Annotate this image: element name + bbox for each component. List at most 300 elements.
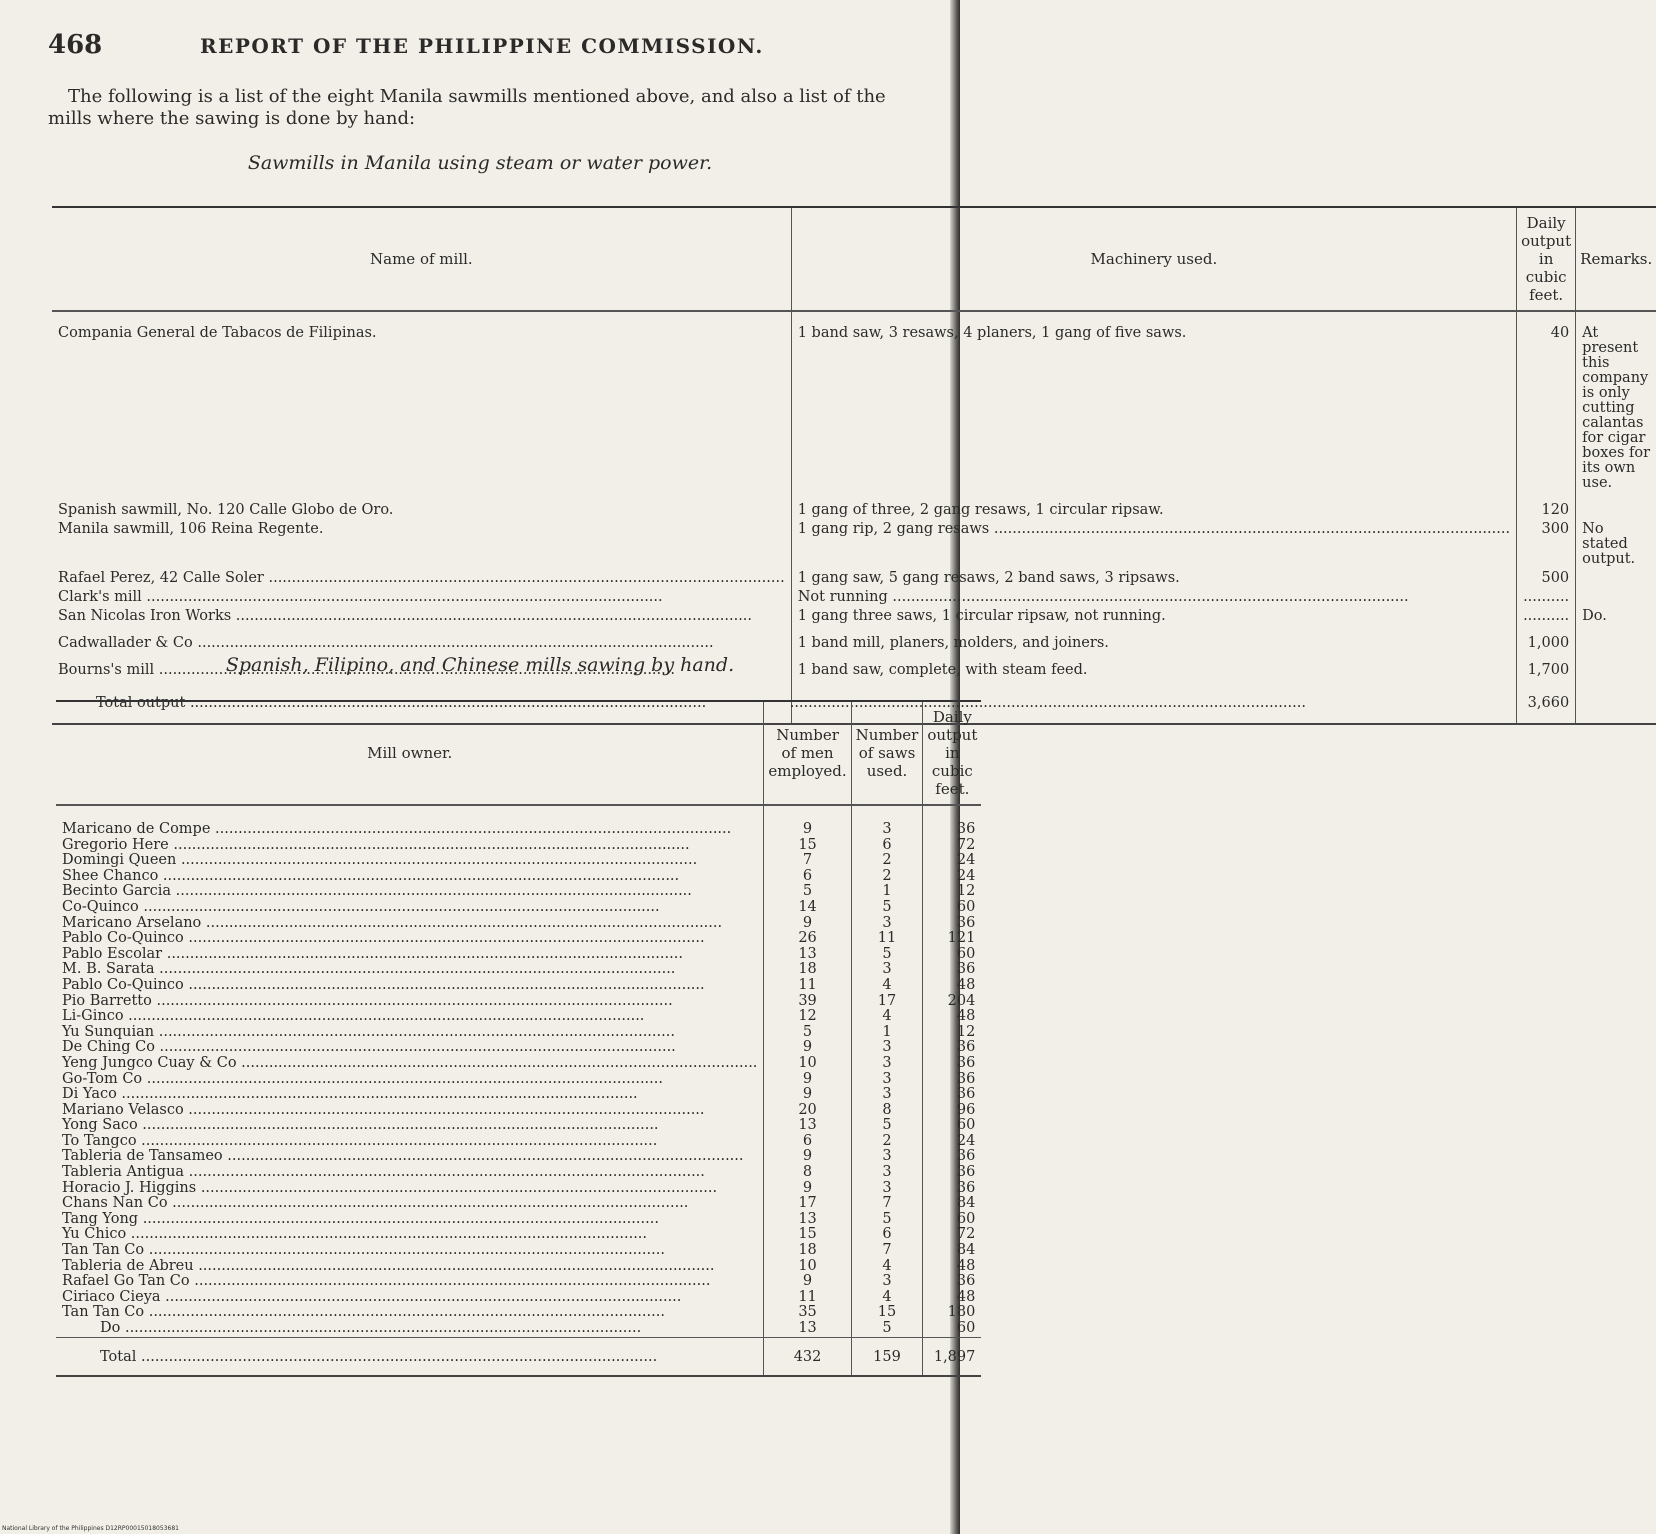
daily-output-text: 60: [956, 1210, 976, 1227]
saws-used: [851, 994, 923, 1010]
table-row: [52, 588, 1656, 607]
mill-owner-text: Ciriaco Cieya .....: [62, 1290, 757, 1306]
men-employed: [764, 1072, 851, 1088]
saws-used-text: 17: [877, 992, 897, 1009]
mill-name-text: Rafael Perez, 42 Calle Soler .....: [58, 571, 785, 586]
daily-output: [1517, 588, 1576, 607]
daily-output: [923, 805, 982, 838]
hand-sawing-mills-table: [56, 700, 981, 1377]
men-employed-text: 9: [802, 1179, 813, 1196]
men-employed-text: 26: [798, 930, 817, 947]
saws-used: [851, 1196, 923, 1212]
col-name-header: Name of mill.: [52, 207, 791, 311]
table-row: [56, 931, 981, 947]
mill-owner: [56, 1305, 764, 1321]
table-row: [56, 994, 981, 1010]
table-row: [56, 962, 981, 978]
remarks: [1576, 520, 1656, 569]
page-number: 468: [48, 30, 103, 60]
saws-used: [851, 900, 923, 916]
daily-output: [923, 1227, 982, 1243]
daily-output: [923, 962, 982, 978]
mill-owner-text: Maricano de Compe .....: [62, 822, 757, 838]
saws-used-text: 4: [882, 1008, 892, 1025]
machinery-used-text: 1 gang of three, 2 gang resaws, 1 circular ripsaw.: [797, 502, 1164, 518]
saws-used: [851, 853, 923, 869]
table-row: [56, 805, 981, 838]
saws-used: [851, 916, 923, 932]
saws-used-text: 5: [882, 1320, 892, 1336]
daily-output-text: 96: [956, 1101, 976, 1118]
saws-used: [851, 838, 923, 854]
mill-owner-text: Gregorio Here .....: [62, 838, 757, 854]
daily-output: [923, 1243, 982, 1259]
daily-output-text: ..........: [1523, 608, 1570, 624]
daily-output-text: 36: [956, 1148, 976, 1165]
men-employed-text: 9: [802, 1148, 813, 1165]
table-row: [56, 1181, 981, 1197]
saws-used: [851, 931, 923, 947]
men-employed-text: 14: [798, 898, 817, 915]
men-employed-text: 13: [798, 1210, 817, 1227]
men-employed: [764, 1134, 851, 1150]
table-row: [56, 1072, 981, 1088]
mill-owner-text: Tan Tan Co .....: [62, 1243, 757, 1259]
saws-used-text: 6: [882, 1226, 892, 1243]
mill-name-text: Manila sawmill, 106 Reina Regente.: [58, 521, 324, 537]
men-employed: [764, 1056, 851, 1072]
table-row: [56, 1290, 981, 1306]
table-row: [56, 1196, 981, 1212]
steam-sawmills-table: [52, 206, 1656, 725]
mill-owner: [56, 1274, 764, 1290]
saws-used-text: 4: [882, 1288, 892, 1305]
remarks: [1576, 569, 1656, 588]
men-employed: [764, 1118, 851, 1134]
daily-output: [923, 1212, 982, 1228]
saws-used-text: 3: [882, 1054, 892, 1071]
machinery-used: [791, 520, 1516, 569]
library-footer: National Library of the Philippines D12RP00015018053681: [2, 1525, 179, 1532]
daily-output-text: 1,700: [1527, 662, 1570, 678]
mill-owner: [56, 931, 764, 947]
men-employed: [764, 1087, 851, 1103]
machinery-used-text: 1 band saw, 3 resaws, 4 planers, 1 gang of five saws.: [797, 325, 1187, 341]
mill-owner: [56, 1212, 764, 1228]
saws-used: [851, 884, 923, 900]
men-employed-text: 20: [798, 1101, 817, 1118]
daily-output-text: 72: [956, 1226, 976, 1243]
men-employed: [764, 1149, 851, 1165]
daily-output: [923, 1087, 982, 1103]
machinery-used-text: 1 gang saw, 5 gang resaws, 2 band saws, 3 ripsaws.: [797, 570, 1180, 586]
daily-output-text: 36: [956, 1164, 976, 1181]
total-saws-text: 159: [873, 1348, 901, 1365]
men-employed: [764, 900, 851, 916]
table-row: [56, 1274, 981, 1290]
machinery-used: [791, 569, 1516, 588]
mill-name-text: Spanish sawmill, No. 120 Calle Globo de Oro.: [58, 502, 394, 518]
table-row: [56, 900, 981, 916]
men-employed: [764, 869, 851, 885]
table-row: [56, 1103, 981, 1119]
daily-output-text: 60: [956, 898, 976, 915]
daily-output-text: 84: [956, 1242, 976, 1259]
daily-output: [923, 1196, 982, 1212]
mill-owner: [56, 1087, 764, 1103]
mill-owner: [56, 853, 764, 869]
daily-output: [923, 1103, 982, 1119]
table-row: [56, 853, 981, 869]
remarks-text: Do.: [1582, 608, 1607, 624]
mill-owner: [56, 805, 764, 838]
mill-owner: [56, 1227, 764, 1243]
daily-output-text: 60: [956, 945, 976, 962]
men-employed-text: 9: [802, 1039, 813, 1056]
table2-total-row: [56, 1337, 981, 1376]
mill-owner: [56, 1025, 764, 1041]
men-employed: [764, 931, 851, 947]
saws-used: [851, 1056, 923, 1072]
men-employed-text: 13: [798, 1320, 817, 1336]
daily-output-text: 36: [956, 1179, 976, 1196]
men-employed: [764, 1212, 851, 1228]
remarks: [1576, 607, 1656, 626]
daily-output: [1517, 569, 1576, 588]
table-row: [52, 493, 1656, 520]
saws-used: [851, 869, 923, 885]
men-employed-text: 5: [802, 1023, 813, 1040]
daily-output: [923, 1165, 982, 1181]
mill-name-text: San Nicolas Iron Works .....: [58, 609, 785, 624]
table-row: [52, 520, 1656, 569]
saws-used: [851, 1040, 923, 1056]
col-saws-header: Number of saws used.: [851, 701, 923, 805]
saws-used-text: 5: [882, 1117, 892, 1134]
mill-name: [52, 311, 791, 493]
daily-output: [923, 1149, 982, 1165]
men-employed-text: 9: [802, 821, 813, 837]
table-row: [52, 626, 1656, 653]
daily-output-text: 12: [956, 883, 976, 900]
mill-owner-text: Chans Nan Co .....: [62, 1196, 757, 1212]
mill-owner-text: Pablo Co-Quinco .....: [62, 978, 757, 994]
men-employed: [764, 884, 851, 900]
men-employed-text: 8: [802, 1164, 813, 1181]
daily-output: [923, 869, 982, 885]
saws-used: [851, 1165, 923, 1181]
mill-name: [52, 569, 791, 588]
mill-owner: [56, 1181, 764, 1197]
table1-header-row: [52, 207, 1656, 311]
machinery-used: [791, 311, 1516, 493]
men-employed: [764, 853, 851, 869]
saws-used-text: 3: [882, 1039, 892, 1056]
men-employed-text: 10: [798, 1257, 817, 1274]
table-row: [56, 838, 981, 854]
table-row: [56, 1227, 981, 1243]
men-employed-text: 7: [802, 852, 813, 869]
daily-output: [923, 1274, 982, 1290]
saws-used-text: 3: [882, 1070, 892, 1087]
machinery-used: [791, 626, 1516, 653]
men-employed: [764, 947, 851, 963]
daily-output-text: 36: [956, 1086, 976, 1103]
saws-used: [851, 947, 923, 963]
saws-used-text: 2: [882, 852, 892, 869]
total-output: [923, 1337, 982, 1376]
saws-used-text: 8: [882, 1101, 892, 1118]
men-employed: [764, 1181, 851, 1197]
men-employed: [764, 1103, 851, 1119]
men-employed: [764, 1196, 851, 1212]
table1-caption: Sawmills in Manila using steam or water power.: [247, 152, 713, 174]
mill-owner-text: Pablo Escolar .....: [62, 947, 757, 963]
daily-output-text: 12: [956, 1023, 976, 1040]
table-row: [56, 1259, 981, 1275]
mill-owner: [56, 869, 764, 885]
table-row: [56, 947, 981, 963]
table-row: [52, 607, 1656, 626]
mill-name: [52, 607, 791, 626]
mill-owner-text: Di Yaco .....: [62, 1087, 757, 1103]
table-row: [56, 1321, 981, 1337]
saws-used: [851, 1009, 923, 1025]
saws-used-text: 3: [882, 1086, 892, 1103]
men-employed-text: 11: [798, 976, 817, 993]
mill-owner: [56, 1040, 764, 1056]
mill-owner-text: Pablo Co-Quinco .....: [62, 931, 757, 947]
daily-output-text: 300: [1541, 521, 1570, 537]
daily-output-text: 60: [956, 1320, 976, 1336]
men-employed-text: 35: [798, 1304, 817, 1321]
men-employed: [764, 1274, 851, 1290]
table2-header-row: [56, 701, 981, 805]
saws-used-text: 3: [882, 1179, 892, 1196]
saws-used-text: 3: [882, 961, 892, 978]
saws-used: [851, 1212, 923, 1228]
daily-output-text: 36: [956, 1039, 976, 1056]
saws-used: [851, 1181, 923, 1197]
total-remarks-blank: [1576, 680, 1656, 724]
mill-owner-text: Tableria de Abreu .....: [62, 1259, 757, 1275]
daily-output-text: 84: [956, 1195, 976, 1212]
col-men-header: Number of men employed.: [764, 701, 851, 805]
daily-output: [1517, 626, 1576, 653]
mill-owner-text: Tableria de Tansameo .....: [62, 1149, 757, 1165]
daily-output: [923, 1290, 982, 1306]
saws-used-text: 15: [877, 1304, 897, 1321]
saws-used-text: 5: [882, 945, 892, 962]
daily-output: [1517, 653, 1576, 680]
men-employed: [764, 916, 851, 932]
saws-used: [851, 1227, 923, 1243]
daily-output: [923, 1259, 982, 1275]
daily-output-text: 120: [1541, 502, 1570, 518]
daily-output-text: 204: [947, 992, 976, 1009]
mill-owner-text: To Tangco .....: [62, 1134, 757, 1150]
daily-output: [923, 1056, 982, 1072]
mill-owner: [56, 900, 764, 916]
remarks-text: At present this company is only cutting calantas for cigar boxes for its own use.: [1582, 325, 1651, 491]
mill-owner: [56, 994, 764, 1010]
mill-owner-text: Li-Ginco .....: [62, 1009, 757, 1025]
table-row: [56, 1009, 981, 1025]
daily-output-text: 72: [956, 836, 976, 853]
daily-output-text: 500: [1541, 570, 1570, 586]
mill-owner-text: Tan Tan Co .....: [62, 1305, 757, 1321]
saws-used: [851, 1243, 923, 1259]
men-employed-text: 6: [802, 867, 813, 884]
daily-output-text: 24: [956, 867, 976, 884]
table-row: [56, 1212, 981, 1228]
total-men: [764, 1337, 851, 1376]
mill-name: [52, 520, 791, 569]
daily-output: [923, 900, 982, 916]
mill-owner-text: Yu Chico .....: [62, 1227, 757, 1243]
saws-used-text: 1: [882, 883, 892, 900]
saws-used: [851, 1134, 923, 1150]
men-employed-text: 15: [798, 836, 817, 853]
saws-used-text: 2: [882, 1132, 892, 1149]
daily-output: [923, 1305, 982, 1321]
saws-used-text: 7: [882, 1195, 892, 1212]
daily-output-text: 48: [956, 976, 976, 993]
total-output-value: [1517, 680, 1576, 724]
saws-used: [851, 1149, 923, 1165]
mill-owner-text: Becinto Garcia .....: [62, 884, 757, 900]
total-output-value-text: 3,660: [1527, 695, 1570, 711]
men-employed: [764, 1243, 851, 1259]
mill-owner-text: Co-Quinco .....: [62, 900, 757, 916]
machinery-used: [791, 607, 1516, 626]
saws-used: [851, 805, 923, 838]
saws-used: [851, 1321, 923, 1337]
mill-name-text: Bourns's mill .....: [58, 663, 785, 678]
table-row: [56, 884, 981, 900]
men-employed-text: 6: [802, 1132, 813, 1149]
men-employed: [764, 994, 851, 1010]
daily-output-text: 36: [956, 1070, 976, 1087]
saws-used-text: 3: [882, 1273, 892, 1290]
mill-owner: [56, 1165, 764, 1181]
table-row: [52, 569, 1656, 588]
remarks: [1576, 653, 1656, 680]
men-employed: [764, 1259, 851, 1275]
saws-used-text: 11: [877, 930, 897, 947]
daily-output: [923, 978, 982, 994]
table-row: [56, 1040, 981, 1056]
mill-owner: [56, 1056, 764, 1072]
daily-output: [923, 1321, 982, 1337]
daily-output-text: 36: [956, 1054, 976, 1071]
daily-output: [923, 1134, 982, 1150]
men-employed: [764, 1040, 851, 1056]
men-employed: [764, 962, 851, 978]
men-employed-text: 9: [802, 1086, 813, 1103]
mill-owner-text: Yu Sunquian .....: [62, 1025, 757, 1041]
men-employed: [764, 1227, 851, 1243]
daily-output-text: 48: [956, 1257, 976, 1274]
mill-owner: [56, 1259, 764, 1275]
mill-owner-text: M. B. Sarata .....: [62, 962, 757, 978]
col-remarks-header: Remarks.: [1576, 207, 1656, 311]
men-employed-text: 9: [802, 914, 813, 931]
saws-used-text: 3: [882, 914, 892, 931]
daily-output: [923, 1040, 982, 1056]
machinery-used-text: Not running .....: [798, 590, 1510, 605]
men-employed-text: 9: [802, 1070, 813, 1087]
mill-owner: [56, 916, 764, 932]
saws-used: [851, 1025, 923, 1041]
intro-paragraph: The following is a list of the eight Manila sawmills mentioned above, and also a list of the mills where the sawing is done by hand:: [48, 86, 886, 129]
table-row: [56, 1243, 981, 1259]
mill-owner-text: Rafael Go Tan Co .....: [62, 1274, 757, 1290]
men-employed-text: 12: [798, 1008, 817, 1025]
mill-owner-text: De Ching Co .....: [62, 1040, 757, 1056]
saws-used-text: 3: [882, 1164, 892, 1181]
daily-output: [923, 1009, 982, 1025]
daily-output: [923, 994, 982, 1010]
mill-owner-text: Pio Barretto .....: [62, 994, 757, 1010]
mill-name: [52, 626, 791, 653]
daily-output-text: 60: [956, 1117, 976, 1134]
mill-owner-text: Tableria Antigua .....: [62, 1165, 757, 1181]
remarks: [1576, 493, 1656, 520]
mill-name-text: Compania General de Tabacos de Filipinas.: [58, 325, 377, 341]
mill-owner: [56, 1243, 764, 1259]
machinery-used-text: 1 gang rip, 2 gang resaws .....: [798, 522, 1510, 537]
mill-owner: [56, 978, 764, 994]
mill-name: [52, 493, 791, 520]
men-employed-text: 39: [798, 992, 817, 1009]
table-row: [56, 916, 981, 932]
machinery-used: [791, 493, 1516, 520]
daily-output: [923, 1181, 982, 1197]
men-employed: [764, 1290, 851, 1306]
saws-used: [851, 1087, 923, 1103]
total-label: [56, 1337, 764, 1376]
daily-output-text: ..........: [1523, 589, 1570, 605]
saws-used: [851, 1072, 923, 1088]
machinery-used: [791, 588, 1516, 607]
daily-output-text: 24: [956, 852, 976, 869]
daily-output: [1517, 493, 1576, 520]
total-output-text: 1,897: [933, 1348, 976, 1365]
total-output-label-text: Total output .....: [96, 696, 785, 711]
table-row: [56, 1165, 981, 1181]
table-row: [52, 311, 1656, 493]
table-row: [56, 1087, 981, 1103]
col-owner-header: Mill owner.: [56, 701, 764, 805]
men-employed: [764, 1165, 851, 1181]
mill-owner: [56, 1149, 764, 1165]
mill-owner: [56, 1009, 764, 1025]
saws-used-text: 5: [882, 898, 892, 915]
daily-output-text: 180: [947, 1304, 976, 1321]
mill-owner: [56, 1134, 764, 1150]
running-head: REPORT OF THE PHILIPPINE COMMISSION.: [200, 34, 764, 58]
table-row: [56, 1305, 981, 1321]
mill-owner: [56, 1072, 764, 1088]
mill-owner-text: Horacio J. Higgins .....: [62, 1181, 757, 1197]
men-employed-text: 13: [798, 945, 817, 962]
mill-owner-text: Domingi Queen .....: [62, 853, 757, 869]
daily-output: [923, 1025, 982, 1041]
col-machinery-header: Machinery used.: [791, 207, 1516, 311]
men-employed-text: 13: [798, 1117, 817, 1134]
daily-output: [923, 947, 982, 963]
